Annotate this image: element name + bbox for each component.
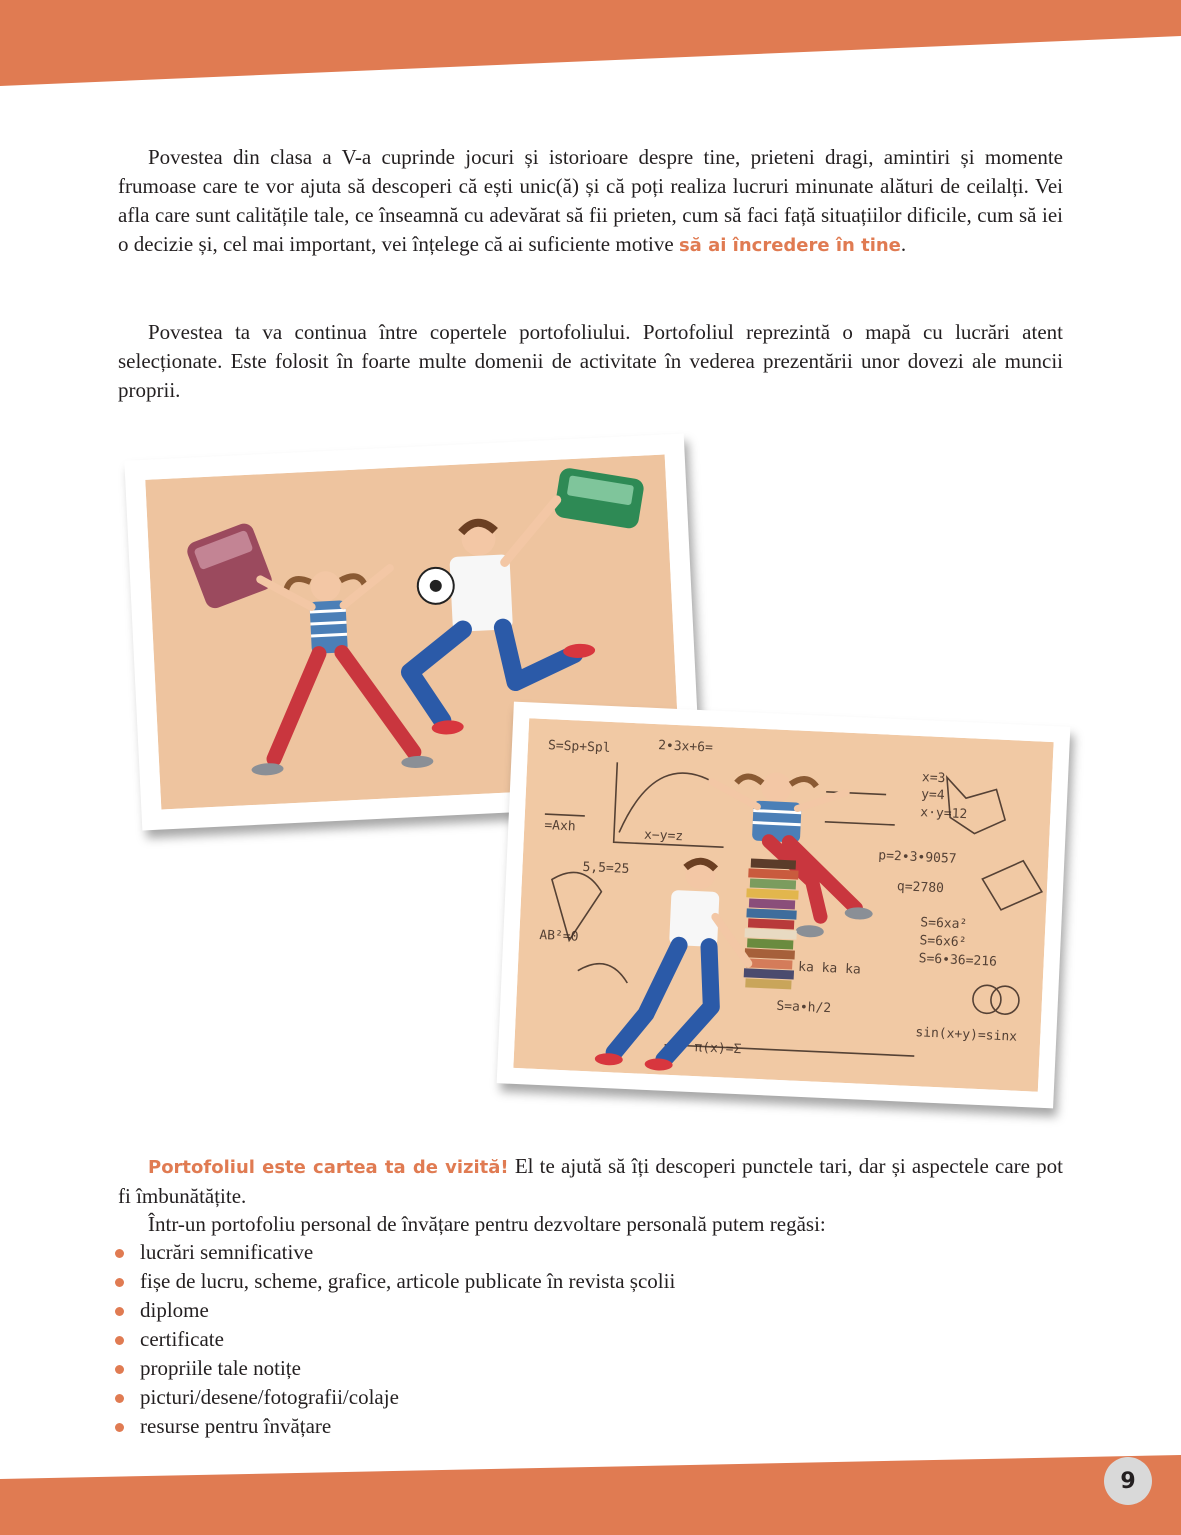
- svg-text:x−y=z: x−y=z: [643, 827, 684, 845]
- list-item: certificate: [112, 1325, 675, 1354]
- bullet-dot-icon: [115, 1249, 124, 1258]
- portfolio-intro-paragraph: [118, 318, 1063, 405]
- svg-text:5,5=25: 5,5=25: [582, 859, 630, 877]
- photo-kids-books-math-image: [513, 718, 1053, 1091]
- list-item: fișe de lucru, scheme, grafice, articole publicate în revista școlii: [112, 1267, 675, 1296]
- bullet-dot-icon: [115, 1365, 124, 1374]
- portfolio-contents-list: [112, 1238, 675, 1441]
- svg-text:S=a∙h/2: S=a∙h/2: [776, 998, 832, 1017]
- svg-text:x·y=12: x·y=12: [919, 805, 968, 823]
- portfolio-card-paragraph: [118, 1152, 1063, 1211]
- list-intro-paragraph: [118, 1210, 1063, 1239]
- bullet-dot-icon: [115, 1278, 124, 1287]
- intro-highlight: să ai încredere în tine: [678, 235, 901, 256]
- photo-kids-books-math: [497, 702, 1071, 1109]
- svg-text:S=6x6²: S=6x6²: [919, 933, 967, 951]
- list-intro-text: Într-un portofoliu personal de învățare pentru dezvoltare personală putem regăsi:: [148, 1212, 826, 1236]
- list-item: resurse pentru învățare: [112, 1412, 675, 1441]
- bullet-dot-icon: [115, 1336, 124, 1345]
- list-item: propriile tale notițe: [112, 1354, 675, 1383]
- svg-text:p=2∙3∙9057: p=2∙3∙9057: [877, 848, 957, 867]
- bullet-dot-icon: [115, 1307, 124, 1316]
- svg-text:ka ka ka: ka ka ka: [797, 959, 862, 978]
- intro-paragraph: [118, 143, 1063, 260]
- portfolio-card-highlight: Portofoliul este cartea ta de vizită!: [148, 1157, 509, 1178]
- portfolio-card-text: El te ajută să îți descoperi punctele tari, dar și aspectele care pot fi îmbunătățite.: [118, 1154, 1063, 1208]
- svg-text:x=3: x=3: [921, 770, 946, 787]
- svg-text:π(x)=Σ: π(x)=Σ: [694, 1040, 742, 1058]
- intro-text: Povestea din clasa a V-a cuprinde jocuri și istorioare despre tine, prieteni dragi, amintiri și momente frumoase care te vor ajuta să descoperi că ești unic(ă) și că poți realiza lucruri minunate alături de ceilalți. Vei afla care sunt calitățile tale, ce înseamnă cu adevărat să fii prieten, cum să faci față situațiilor dificile, cum să iei o decizie și, cel mai important, vei înțelege că ai suficiente motive: [118, 145, 1063, 256]
- portfolio-intro-text: Povestea ta va continua între copertele portofoliului. Portofoliul reprezintă o mapă cu lucrări atent selecționate. Este folosit în foarte multe domenii de activitate în vederea prezentării unor dovezi ale muncii proprii.: [118, 320, 1063, 402]
- list-item: diplome: [112, 1296, 675, 1325]
- list-item: lucrări semnificative: [112, 1238, 675, 1267]
- bottom-decorative-band: [0, 1455, 1181, 1535]
- page-number: 9: [1104, 1457, 1152, 1505]
- svg-text:=Axh: =Axh: [544, 818, 576, 835]
- svg-text:AB²=0: AB²=0: [539, 927, 579, 945]
- svg-text:y=4: y=4: [920, 787, 945, 804]
- svg-text:q=2780: q=2780: [896, 879, 945, 897]
- intro-text-end: .: [900, 232, 907, 256]
- list-item: picturi/desene/fotografii/colaje: [112, 1383, 675, 1412]
- bullet-dot-icon: [115, 1423, 124, 1432]
- bullet-dot-icon: [115, 1394, 124, 1403]
- svg-text:sin(x+y)=sinx: sin(x+y)=sinx: [915, 1025, 1018, 1045]
- svg-text:S=Sp+Spl: S=Sp+Spl: [547, 738, 611, 756]
- svg-text:2∙3x+6=: 2∙3x+6=: [657, 738, 714, 756]
- top-decorative-band: [0, 0, 1181, 86]
- svg-text:S=6∙36=216: S=6∙36=216: [918, 951, 998, 970]
- svg-text:S=6xa²: S=6xa²: [919, 915, 968, 933]
